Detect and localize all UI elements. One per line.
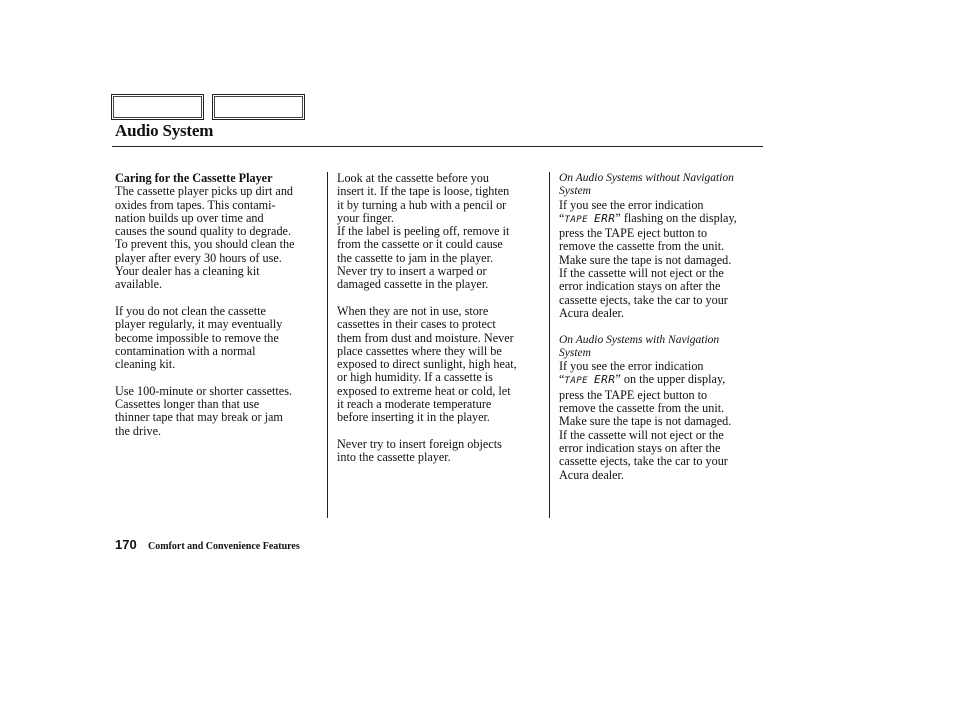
subheading: On Audio Systems without Navigation System [559, 172, 734, 198]
text-block: press the TAPE eject button to remove the cassette from the unit. Make sure the tape is not damaged. If the cassette will not eject or the error indication stays on after the cassette ejects, take the car to your Acura dealer. [559, 387, 732, 482]
paragraph: If the label is peeling off, remove it from the cassette or it could cause the cassette to jam in the player. Never try to insert a warped or damaged cassette in the player. [337, 224, 510, 292]
paragraph [559, 199, 759, 321]
page-title: Audio System [115, 121, 214, 140]
display-indicator [564, 211, 616, 225]
column-3 [559, 172, 759, 495]
column-2 [337, 172, 547, 478]
title-rule [112, 146, 763, 147]
display-text-large: ERR [594, 373, 616, 387]
text-line: ” on the upper display, [615, 372, 726, 387]
paragraph: Use 100-minute or shorter cassettes. Cassettes longer than that use thinner tape that may break or jam the drive. [115, 383, 293, 438]
text-line: ” flashing on the display, [615, 210, 737, 225]
text-block: press the TAPE eject button to remove the cassette from the unit. Make sure the tape is not damaged. If the cassette will not eject or the error indication stays on after the cassette ejects, take the car to your Acura dealer. [559, 226, 732, 320]
paragraph: Never try to insert foreign objects into the cassette player. [337, 436, 502, 465]
column-1 [115, 172, 325, 451]
column-divider-2 [549, 172, 550, 518]
section-heading: Caring for the Cassette Player [115, 171, 273, 185]
section-name: Comfort and Convenience Features [148, 541, 300, 552]
page-number: 170 [115, 537, 137, 552]
paragraph: When they are not in use, store cassettes in their cases to protect them from dust and moisture. Never place cassettes where they will be exposed to direct sunlight, high heat, or high humidity. If a cassette is exposed to extreme heat or cold, let it reach a moderate temperature before inserting it in the player. [337, 303, 517, 425]
display-text-small: TAPE [564, 376, 589, 387]
display-text-large: ERR [594, 211, 616, 225]
subheading: On Audio Systems with Navigation System [559, 333, 720, 359]
nav-tab-box-1[interactable] [111, 94, 204, 120]
text-line: If you see the error indication [559, 197, 704, 212]
column-divider-1 [327, 172, 328, 518]
text-line: If you see the error indication [559, 359, 704, 374]
paragraph [559, 360, 759, 482]
display-indicator [564, 373, 616, 387]
paragraph: Look at the cassette before you insert it. If the tape is loose, tighten it by turning a hub with a pencil or your finger. [337, 171, 510, 225]
paragraph: If you do not clean the cassette player regularly, it may eventually become impossible to remove the contamination with a normal cleaning kit. [115, 303, 283, 372]
open-quote: “ [559, 210, 565, 225]
paragraph: The cassette player picks up dirt and oxides from tapes. This contami- nation builds up over time and causes the sound quality to degrade. To prevent this, you should clean the player after every 30 hours of use. Your dealer has a cleaning kit available. [115, 184, 295, 292]
nav-tab-box-2[interactable] [212, 94, 305, 120]
open-quote: “ [559, 372, 565, 387]
display-text-small: TAPE [564, 214, 589, 225]
